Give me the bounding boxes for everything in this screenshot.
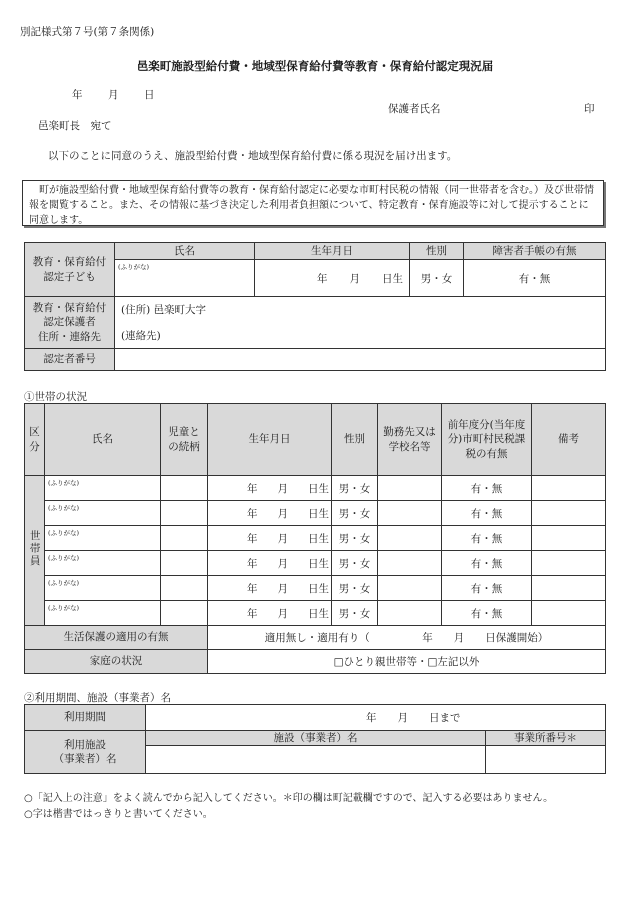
office-no-field[interactable]	[486, 746, 606, 774]
welfare-label: 生活保護の適用の有無	[25, 626, 208, 650]
member-birth-field[interactable]	[208, 551, 332, 576]
member-tax-field[interactable]: 有・無	[442, 551, 532, 576]
table-row	[25, 601, 606, 626]
member-sex-field[interactable]: 男・女	[332, 526, 378, 551]
family-field[interactable]: □ひとり親世帯等・□左記以外	[208, 650, 606, 674]
cert-no-label: 認定者番号	[25, 349, 115, 371]
birth-year-label: 年	[247, 482, 258, 495]
member-name-field[interactable]	[45, 526, 161, 551]
member-sex-field[interactable]: 男・女	[332, 576, 378, 601]
birth-year-label: 年	[247, 507, 258, 520]
member-sex-field[interactable]: 男・女	[332, 476, 378, 501]
table-row	[25, 551, 606, 576]
member-relation-field[interactable]	[161, 501, 208, 526]
facility-col-header: 施設（事業者）名	[146, 731, 486, 746]
furigana-label: (ふりがな)	[48, 604, 80, 612]
guardian-name-label: 保護者氏名	[388, 103, 441, 115]
member-work-field[interactable]	[378, 476, 442, 501]
member-relation-field[interactable]	[161, 551, 208, 576]
furigana-label: (ふりがな)	[118, 263, 150, 271]
member-name-field[interactable]	[45, 551, 161, 576]
furigana-label: (ふりがな)	[48, 579, 80, 587]
child-name-field[interactable]	[115, 260, 255, 297]
member-note-field[interactable]	[532, 501, 606, 526]
birth-year-label: 年	[247, 582, 258, 595]
table-row	[25, 526, 606, 551]
member-tax-field[interactable]: 有・無	[442, 501, 532, 526]
col-kubun: 区 分	[25, 404, 45, 476]
child-col-disability: 障害者手帳の有無	[464, 243, 606, 260]
member-work-field[interactable]	[378, 551, 442, 576]
member-relation-field[interactable]	[161, 476, 208, 501]
birth-month-label: 月	[277, 532, 288, 545]
col-sex: 性別	[332, 404, 378, 476]
consent-box: 町が施設型給付費・地域型保育給付費等の教育・保育給付認定に必要な市町村民税の情報（同一世帯者を含む。）及び世帯情報を閲覧すること。また、その情報に基づき決定した利用者負担額について、特定教育・保育施設等に対して提示することに同意します。	[22, 180, 604, 226]
birth-month-label: 月	[277, 507, 288, 520]
intro-text: 以下のことに同意のうえ、施設型給付費・地域型保育給付費に係る現況を届け出ます。	[48, 150, 458, 162]
member-relation-field[interactable]	[161, 601, 208, 626]
col-note: 備考	[532, 404, 606, 476]
child-disability-field[interactable]: 有・無	[464, 260, 606, 297]
birth-day-label: 日生	[308, 607, 329, 620]
welfare-field[interactable]: 適用無し・適用有り（ 年 月 日保護開始）	[208, 626, 606, 650]
facility-label: 利用施設 （事業者）名	[25, 731, 146, 774]
birth-month-label: 月	[277, 557, 288, 570]
child-table	[24, 242, 606, 371]
member-sex-field[interactable]: 男・女	[332, 501, 378, 526]
period-field[interactable]	[146, 705, 606, 731]
household-table	[24, 403, 606, 674]
furigana-label: (ふりがな)	[48, 554, 80, 562]
footer-note-1: ○「記入上の注意」をよく読んでから記入してください。＊印の欄は町記載欄ですので、記入する必要はありません。	[24, 793, 554, 804]
member-name-field[interactable]	[45, 601, 161, 626]
member-note-field[interactable]	[532, 551, 606, 576]
table-row	[25, 576, 606, 601]
household-section-title: ①世帯の状況	[24, 391, 87, 403]
birth-day-label: 日生	[308, 582, 329, 595]
child-sex-field[interactable]: 男・女	[410, 260, 464, 297]
birth-year-label: 年	[247, 557, 258, 570]
member-note-field[interactable]	[532, 601, 606, 626]
usage-section-title: ②利用期間、施設（事業者）名	[24, 692, 171, 704]
member-birth-field[interactable]	[208, 601, 332, 626]
member-work-field[interactable]	[378, 576, 442, 601]
member-note-field[interactable]	[532, 576, 606, 601]
member-tax-field[interactable]: 有・無	[442, 576, 532, 601]
table-row	[25, 476, 606, 501]
member-work-field[interactable]	[378, 501, 442, 526]
child-row-label: 教育・保育給付 認定子ども	[25, 243, 115, 297]
col-tax: 前年度分(当年度 分)市町村民税課 税の有無	[442, 404, 532, 476]
member-note-field[interactable]	[532, 526, 606, 551]
member-work-field[interactable]	[378, 601, 442, 626]
birth-month-label: 月	[277, 607, 288, 620]
usage-table	[24, 704, 606, 774]
member-birth-field[interactable]	[208, 476, 332, 501]
member-note-field[interactable]	[532, 476, 606, 501]
table-row	[25, 501, 606, 526]
col-work: 勤務先又は 学校名等	[378, 404, 442, 476]
birth-day-label: 日生	[308, 557, 329, 570]
period-value: 年 月 日まで	[366, 712, 461, 724]
footer-note-2: ○字は楷書ではっきりと書いてください。	[24, 809, 213, 820]
furigana-label: (ふりがな)	[48, 504, 80, 512]
member-tax-field[interactable]: 有・無	[442, 476, 532, 501]
guardian-address: (住所) 邑楽町大字	[121, 304, 207, 316]
date-day: 日	[144, 89, 155, 101]
member-sex-field[interactable]: 男・女	[332, 601, 378, 626]
col-name: 氏名	[45, 404, 161, 476]
birth-year-label: 年	[247, 532, 258, 545]
member-tax-field[interactable]: 有・無	[442, 526, 532, 551]
guardian-contact: (連絡先)	[121, 330, 161, 342]
member-relation-field[interactable]	[161, 526, 208, 551]
member-sex-field[interactable]: 男・女	[332, 551, 378, 576]
member-label-cell	[25, 476, 45, 626]
addressee: 邑楽町長 宛て	[38, 120, 112, 132]
member-name-field[interactable]	[45, 476, 161, 501]
birth-day-label: 日生	[382, 272, 403, 285]
member-name-field[interactable]	[45, 501, 161, 526]
birth-month-label: 月	[277, 482, 288, 495]
member-birth-field[interactable]	[208, 576, 332, 601]
office-col-header: 事業所番号＊	[486, 731, 606, 746]
child-col-name: 氏名	[115, 243, 255, 260]
child-birth-field[interactable]	[255, 260, 410, 297]
member-name-field[interactable]	[45, 576, 161, 601]
col-relation: 児童と の続柄	[161, 404, 208, 476]
birth-year-label: 年	[317, 272, 328, 285]
facility-name-field[interactable]	[146, 746, 486, 774]
member-birth-field[interactable]	[208, 526, 332, 551]
date-year: 年	[72, 89, 83, 101]
birth-day-label: 日生	[308, 507, 329, 520]
birth-month-label: 月	[277, 582, 288, 595]
guardian-row-label: 教育・保育給付 認定保護者 住所・連絡先	[25, 297, 115, 349]
member-birth-field[interactable]	[208, 501, 332, 526]
period-label: 利用期間	[25, 705, 146, 731]
seal-mark: 印	[584, 103, 595, 115]
birth-month-label: 月	[349, 272, 360, 285]
birth-day-label: 日生	[308, 482, 329, 495]
birth-year-label: 年	[247, 607, 258, 620]
member-relation-field[interactable]	[161, 576, 208, 601]
guardian-address-field[interactable]	[115, 297, 606, 349]
child-col-sex: 性別	[410, 243, 464, 260]
family-label: 家庭の状況	[25, 650, 208, 674]
furigana-label: (ふりがな)	[48, 479, 80, 487]
birth-day-label: 日生	[308, 532, 329, 545]
col-birth: 生年月日	[208, 404, 332, 476]
member-label: 世帯員	[28, 529, 41, 568]
cert-no-field[interactable]	[115, 349, 606, 371]
member-tax-field[interactable]: 有・無	[442, 601, 532, 626]
furigana-label: (ふりがな)	[48, 529, 80, 537]
page-title: 邑楽町施設型給付費・地域型保育給付費等教育・保育給付認定現況届	[136, 59, 494, 73]
child-col-birth: 生年月日	[255, 243, 410, 260]
date-month: 月	[108, 89, 119, 101]
form-number: 別記様式第７号(第７条関係)	[20, 26, 155, 38]
member-work-field[interactable]	[378, 526, 442, 551]
